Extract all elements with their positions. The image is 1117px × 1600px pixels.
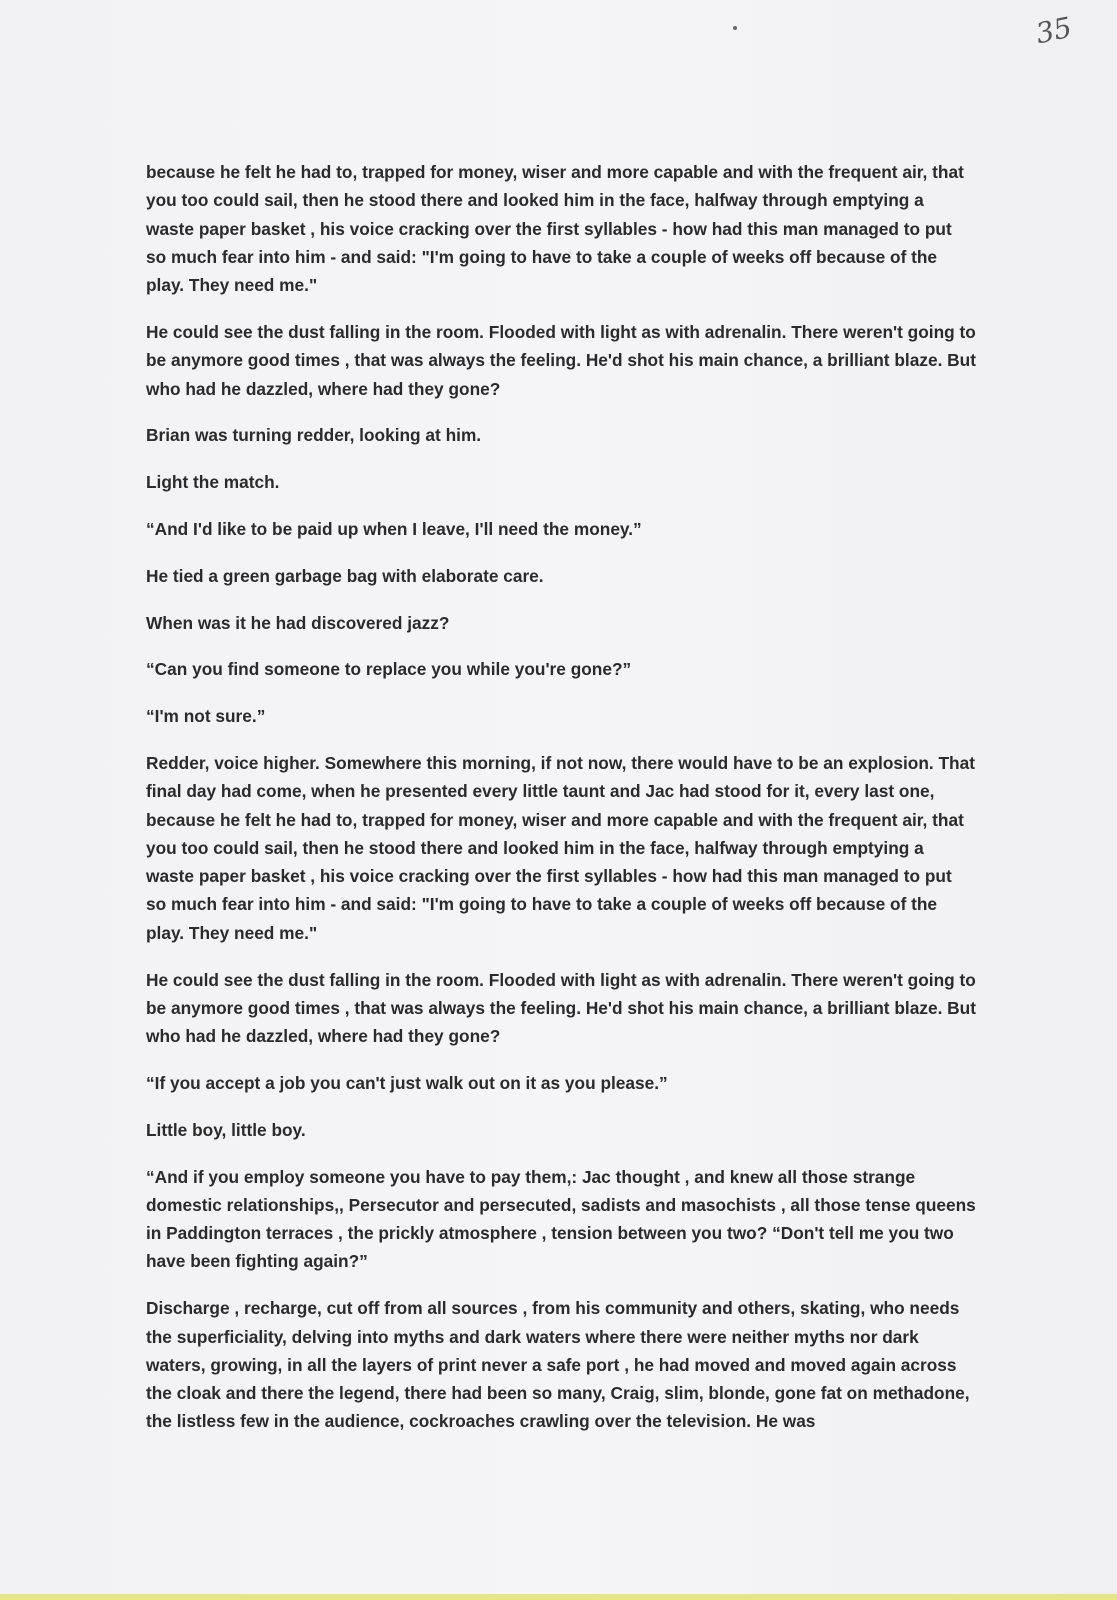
page-number: 35 bbox=[1032, 10, 1075, 51]
paragraph-4: Light the match. bbox=[146, 472, 280, 493]
paragraph-3: Brian was turning redder, looking at him. bbox=[146, 425, 482, 446]
paper-speck bbox=[733, 26, 737, 30]
paragraph-10: Redder, voice higher. Somewhere this morning, if not now, there would have to be an explosion. That final day had come, when he presented every little taunt and Jac had stood for it, every last one, because he felt he had to, trapped for money, wiser and more capable and with the frequent air, that you too could sail, then he stood there and looked him in the face, halfway through emptying a waste paper basket , his voice cracking over the first syllables - how had this man managed to put so much fear into him - and said: "I'm going to have to take a couple of weeks off because of the play. They need me." bbox=[146, 752, 975, 943]
paragraph-13: Little boy, little boy. bbox=[146, 1119, 306, 1140]
paragraph-12: “If you accept a job you can't just walk out on it as you please.” bbox=[146, 1072, 668, 1093]
paragraph-8: “Can you find someone to replace you while you're gone?” bbox=[146, 659, 632, 680]
paragraph-2: He could see the dust falling in the room. Flooded with light as with adrenalin. There weren't going to be anymore good times , that was always the feeling. He'd shot his main chance, a brilliant blaze. But who had he dazzled, where had they gone? bbox=[146, 321, 976, 399]
paragraph-11: He could see the dust falling in the room. Flooded with light as with adrenalin. There weren't going to be anymore good times , that was always the feeling. He'd shot his main chance, a brilliant blaze. But who had he dazzled, where had they gone? bbox=[146, 969, 976, 1047]
paragraph-7: When was it he had discovered jazz? bbox=[146, 612, 450, 633]
paragraph-9: “I'm not sure.” bbox=[146, 706, 266, 727]
paragraph-5: “And I'd like to be paid up when I leave, I'll need the money.” bbox=[146, 518, 642, 539]
paragraph-1: because he felt he had to, trapped for money, wiser and more capable and with the frequent air, that you too could sail, then he stood there and looked him in the face, halfway through emptying a waste paper basket , his voice cracking over the first syllables - how had this man managed to put so much fear into him - and said: "I'm going to have to take a couple of weeks off because of the play. They need me." bbox=[146, 162, 964, 296]
page-bottom-edge bbox=[0, 1594, 1117, 1600]
paragraph-6: He tied a green garbage bag with elaborate care. bbox=[146, 565, 544, 586]
paragraph-15: Discharge , recharge, cut off from all sources , from his community and others, skating, who needs the superficiality, delving into myths and dark waters where there were neither myths nor dark waters, growing, in all the layers of print never a safe port , he had moved and moved again across the cloak and there the legend, there had been so many, Craig, slim, blonde, gone fat on methadone, the listless few in the audience, cockroaches crawling over the television. He was bbox=[146, 1298, 970, 1432]
paragraph-14: “And if you employ someone you have to pay them,: Jac thought , and knew all those strange domestic relationships,, Persecutor and persecuted, sadists and masochists , all those tense queens in Paddington terraces , the prickly atmosphere , tension between you two? “Don't tell me you two have been fighting again?” bbox=[146, 1166, 976, 1272]
body-text bbox=[146, 158, 976, 1454]
